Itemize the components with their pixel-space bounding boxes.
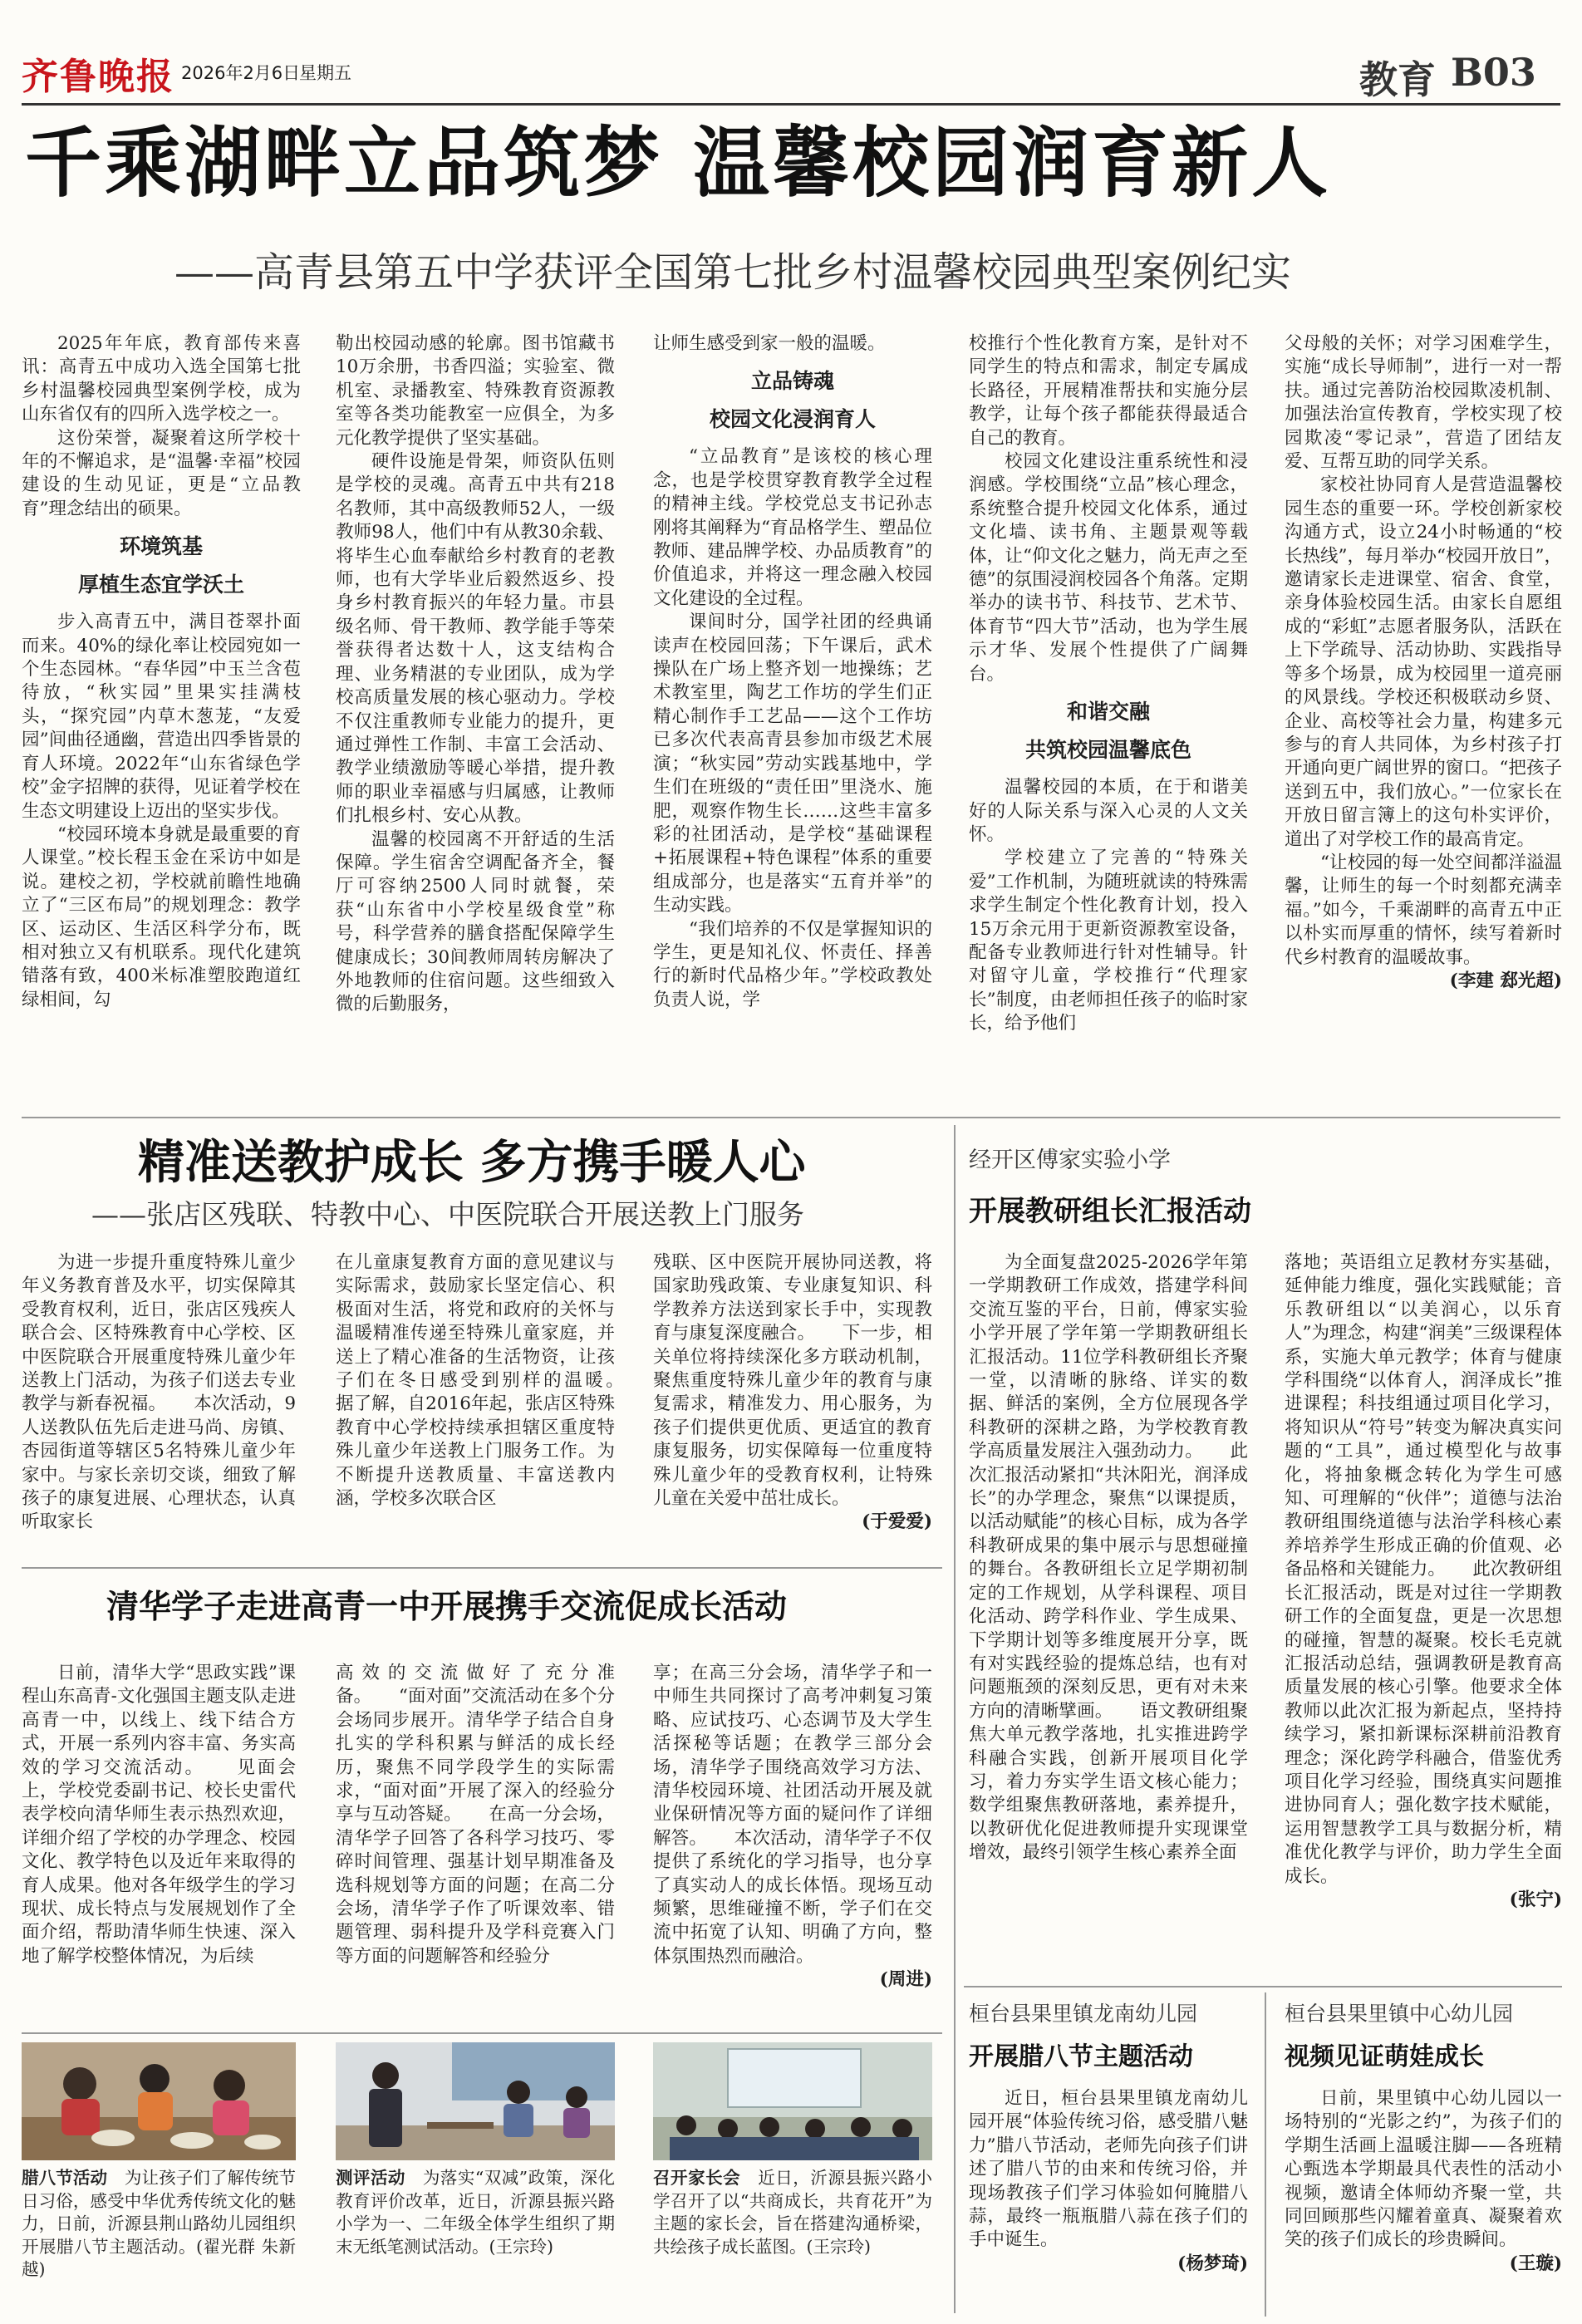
caption-text: 为让孩子们了解传统节日习俗，感受中华优秀传统文化的魅力，日前，沂源县荆山路幼儿园组织开展腊八节主题活动。	[22, 2168, 297, 2257]
paragraph: 为全面复盘2025-2026学年第一学期教研工作成效，搭建学科间交流互鉴的平台，日前，傅家实验小学开展了学年第一学期教研组长汇报活动。11位学科教研组长齐聚一堂，以清晰的脉络、详实的数据、鲜活的案例，全方位展现各学科教研的深耕之路，为学校教育教学高质量发展注入强劲动力。 此次汇报活动紧扣“共沐阳光，润泽成长”的办学理念，聚焦“以课提质，以活动赋能”的核心目标，成为各学科教研成果的集中展示与思想碰撞的舞台。各教研组长立足学期初制定的工作规划，从学科课程、项目化活动、跨学科作业、学生成果、下学期计划等多维度展开分享，既有对实践经验的提炼总结，也有对问题瓶颈的深刻反思，更有对未来方向的清晰擘画。 语文教研组聚焦大单元教学落地，扎实推进跨学科融合实践，创新开展项目化学习，着力夯实学生语文核心能力；数学组聚焦教研落地，素养提升，以教研优化促进教师提升实现课堂增效，最终引领学生核心素养全面	[969, 1252, 1248, 1864]
story5-headline: 开展腊八节主题活动	[969, 2042, 1193, 2071]
page-number: B03	[1451, 50, 1536, 95]
section-heading-line: 共筑校园温馨底色	[1024, 738, 1191, 763]
byline: (张宁)	[1509, 1889, 1562, 1910]
photo-caption-2	[336, 2167, 615, 2317]
paragraph: 温馨校园的本质，在于和谐美好的人际关系与深入心灵的人文关怀。	[969, 777, 1248, 845]
caption-title: 测评活动	[336, 2168, 405, 2188]
lead-section-heading	[969, 693, 1248, 769]
paragraph: 在儿童康复教育方面的意见建议与实际需求，鼓励家长坚定信心、积极面对生活，将党和政府的关怀与温暖精准传递至特殊儿童家庭，并送上了精心准备的生活物资，让孩子们在冬日感受到别样的温暖。 据了解，自2016年起，张店区特殊教育中心学校持续承担辖区重度特殊儿童少年送教上门服务工作。为不断提升送教质量、丰富送教内涵，学校多次联合区	[336, 1252, 651, 1510]
paragraph: 为进一步提升重度特殊儿童少年义务教育普及水平，切实保障其受教育权利，近日，张店区残疾人联合会、区特殊教育中心学校、区中医院联合开展重度特殊儿童少年送教上门活动，为孩子们送去专业教学与新春祝福。 本次活动，9人送教队伍先后走进马尚、房镇、杏园街道等辖区5名特殊儿童少年家中。与家长亲切交谈，细致了解孩子的康复进展、心理状态，认真听取家长	[22, 1252, 296, 1533]
paragraph: 残联、区中医院开展协同送教，将国家助残政策、专业康复知识、科学教养方法送到家长手中，实现教育与康复深度融合。 下一步，相关单位将持续深化多方联动机制，聚焦重度特殊儿童少年的教育与康复需求，精准发力、用心服务，为孩子们提供更优质、更适宜的教育康复服务，切实保障每一位重度特殊儿童少年的受教育权利，让特殊儿童在关爱中茁壮成长。	[653, 1252, 932, 1510]
lead-section-heading	[22, 528, 301, 604]
story2-subheadline: ——张店区残联、特教中心、中医院联合开展送教上门服务	[91, 1198, 804, 1231]
lead-column-5	[1285, 332, 1562, 1105]
story4-column-1	[969, 1251, 1248, 1983]
caption-title: 腊八节活动	[22, 2168, 108, 2188]
byline: (杨梦琦)	[1177, 2253, 1248, 2274]
story4-kicker: 经开区傅家实验小学	[969, 1147, 1171, 1173]
paragraph: 步入高青五中，满目苍翠扑面而来。40%的绿化率让校园宛如一个生态园林。“春华园”中玉兰含苞待放，“秋实园”里果实挂满枝头，“探究园”内草木葱茏，“友爱园”间曲径通幽，营造出四季皆景的育人环境。2022年“山东省绿色学校”金字招牌的获得，见证着学校在生态文明建设上迈出的坚实步伐。	[22, 612, 301, 822]
section-heading-line: 环境筑基	[119, 534, 203, 559]
section-name: 教育	[1359, 57, 1436, 102]
meeting-photo	[653, 2042, 932, 2160]
children-photo	[22, 2042, 296, 2160]
caption-text: 近日，沂源县振兴路小学召开了以“共商成长，共育花开”为主题的家长会，旨在搭建沟通桥梁，共绘孩子成长蓝图。	[653, 2168, 933, 2257]
story3-column-3	[653, 1662, 932, 2037]
classroom-photo	[336, 2042, 615, 2160]
paragraph: 勒出校园动感的轮廓。图书馆藏书10万余册，书香四溢；实验室、微机室、录播教室、特殊教育资源教室等各类功能教室一应俱全，为多元化教学提供了坚实基础。	[336, 333, 615, 449]
column-divider	[954, 1125, 956, 2313]
lead-column-4	[969, 332, 1248, 1105]
header-rule	[22, 103, 1560, 106]
story6-kicker: 桓台县果里镇中心幼儿园	[1285, 2002, 1514, 2026]
paragraph: 2025年年底，教育部传来喜讯：高青五中成功入选全国第七批乡村温馨校园典型案例学校，成为山东省仅有的四所入选学校之一。	[22, 333, 301, 425]
section-heading-line: 厚植生态宜学沃土	[77, 572, 244, 597]
lead-headline: 千乘湖畔立品筑梦 温馨校园润育新人	[25, 118, 1332, 208]
story3-headline: 清华学子走进高青一中开展携手交流促成长活动	[106, 1588, 788, 1626]
paragraph: 温馨的校园离不开舒适的生活保障。学生宿舍空调配备齐全，餐厅可容纳2500人同时就餐，荣获“山东省中小学校星级食堂”称号，科学营养的膳食搭配保障学生健康成长；30间教师周转房解决了外地教师的住宿问题。这些细致入微的后勤服务，	[336, 828, 615, 1015]
paragraph: 硬件设施是骨架，师资队伍则是学校的灵魂。高青五中共有218名教师，其中高级教师52人，一级教师98人，他们中有从教30余载、将毕生心血奉献给乡村教育的老教师，也有大学毕业后毅然返乡、投身乡村教育振兴的年轻力量。市县级名师、骨干教师、教学能手等荣誉获得者达数十人，这支结构合理、业务精湛的专业团队，成为学校高质量发展的核心驱动力。学校不仅注重教师专业能力的提升，更通过弹性工作制、丰富工会活动、教学业绩激励等暖心举措，提升教师的职业幸福感与归属感，让教师们扎根乡村、安心从教。	[336, 451, 615, 827]
lead-column-2	[336, 332, 615, 1105]
byline: (于爱爱)	[862, 1511, 932, 1533]
story6-headline: 视频见证萌娃成长	[1285, 2042, 1484, 2071]
paragraph: “立品教育”是该校的核心理念，也是学校贯穿教育教学全过程的精神主线。学校党总支书记孙志刚将其阐释为“育品格学生、塑品位教师、建品牌学校、办品质教育”的价值追求，并将这一理念融入校园文化建设的全过程。	[653, 446, 932, 609]
story6-body	[1285, 2087, 1562, 2317]
paragraph: 近日，桓台县果里镇龙南幼儿园开展“体验传统习俗，感受腊八魅力”腊八节活动，老师先向孩子们讲述了腊八节的由来和传统习俗，并现场教孩子们学习体验如何腌腊八蒜，最终一瓶瓶腊八蒜在孩子们的手中诞生。	[969, 2088, 1248, 2251]
caption-title: 召开家长会	[653, 2168, 741, 2188]
story5-kicker: 桓台县果里镇龙南幼儿园	[969, 2002, 1198, 2026]
byline: (翟光群 朱新越)	[22, 2236, 297, 2279]
photo-caption-1	[22, 2167, 296, 2317]
photo-caption-3	[653, 2167, 932, 2317]
issue-weekday: 星期五	[299, 63, 351, 83]
paragraph: 享；在高三分会场，清华学子和一中师生共同探讨了高考冲刺复习策略、应试技巧、心态调节及大学生活探秘等话题；在教学三部分会场，清华学子围绕高效学习方法、清华校园环境、社团活动开展及就业保研情况等方面的疑问作了详细解答。 本次活动，清华学子不仅提供了系统化的学习指导，也分享了真实动人的成长体悟。现场互动频繁，思维碰撞不断，学子们在交流中拓宽了认知、明确了方向，整体氛围热烈而融洽。	[653, 1663, 932, 1967]
story2-column-2	[336, 1251, 651, 1559]
section-divider	[22, 1117, 1560, 1118]
section-divider	[22, 1567, 942, 1569]
section-heading-line: 和谐交融	[1066, 700, 1150, 725]
byline: (王宗玲)	[489, 2236, 553, 2257]
lead-column-3	[653, 332, 932, 1105]
story2-column-1	[22, 1251, 296, 1559]
paragraph: 父母般的关怀；对学习困难学生，实施“成长导师制”，进行一对一帮扶。通过完善防治校园欺凌机制、加强法治宣传教育，学校实现了校园欺凌“零记录”，营造了团结友爱、互帮互助的同学关系。	[1285, 333, 1562, 473]
lead-section-heading	[653, 362, 932, 439]
section-divider	[22, 2032, 942, 2034]
story4-column-2	[1285, 1251, 1562, 1983]
caption-text: 为落实“双减”政策，深化教育评价改革，近日，沂源县振兴路小学为一、二年级全体学生组织了期末无纸笔测试活动。	[336, 2168, 616, 2257]
issue-date: 2026年2月6日	[181, 63, 301, 83]
paragraph: 日前，果里镇中心幼儿园以一场特别的“光影之约”，为孩子们的学期生活画上温暖注脚——各班精心甄选本学期最具代表性的活动小视频，邀请全体师幼齐聚一堂，共同回顾那些闪耀着童真、凝聚着欢笑的孩子们成长的珍贵瞬间。	[1285, 2088, 1562, 2251]
byline: (周进)	[879, 1969, 932, 1991]
byline: (王宗玲)	[806, 2236, 871, 2257]
lead-subheadline: ——高青县第五中学获评全国第七批乡村温馨校园典型案例纪实	[174, 249, 1292, 296]
paragraph: “让校园的每一处空间都洋溢温馨，让师生的每一个时刻都充满幸福。”如今，千乘湖畔的高青五中正以朴实而厚重的情怀，续写着新时代乡村教育的温暖故事。	[1285, 852, 1562, 968]
paragraph: 学校建立了完善的“特殊关爱”工作机制，为随班就读的特殊需求学生制定个性化教育计划，投入15万余元用于更新资源教室设备，配备专业教师进行针对性辅导。针对留守儿童，学校推行“代理家长”制度，由老师担任孩子的临时家长，给予他们	[969, 848, 1248, 1034]
section-divider	[964, 1986, 1562, 1987]
section-heading-line: 立品铸魂	[750, 369, 834, 394]
story2-headline: 精准送教护成长 多方携手暖人心	[138, 1135, 806, 1190]
paragraph: 家校社协同育人是营造温馨校园生态的重要一环。学校创新家校沟通方式，设立24小时畅通的“校长热线”，每月举办“校园开放日”，邀请家长走进课堂、宿舍、食堂，亲身体验校园生活。由家长自愿组成的“彩虹”志愿者服务队，活跃在上下学疏导、活动协助、实践指导等多个场景，成为校园里一道亮丽的风景线。学校还积极联动乡贤、企业、高校等社会力量，构建多元参与的育人共同体，为乡村孩子打开通向更广阔世界的窗口。“把孩子送到五中，我们放心。”一位家长在开放日留言簿上的这句朴实评价，道出了对学校工作的最高肯定。	[1285, 474, 1562, 850]
byline: (王璇)	[1509, 2253, 1562, 2274]
paragraph: 落地；英语组立足教材夯实基础，延伸能力维度，强化实践赋能；音乐教研组以“以美润心，以乐育人”为理念，构建“润美”三级课程体系，实施大单元教学；体育与健康学科围绕“以体育人，润泽成长”推进课程；科技组通过项目化学习，将知识从“符号”转变为解决真实问题的“工具”，通过模型化与故事化，将抽象概念转化为学生可感知、可理解的“伙伴”；道德与法治教研组围绕道德与法治学科核心素养培养学生形成正确的价值观、必备品格和关键能力。 此次教研组长汇报活动，既是对过往一学期教研工作的全面复盘，更是一次思想的碰撞，智慧的凝聚。校长毛克就汇报活动总结，强调教研是教育高质量发展的核心引擎。他要求全体教师以此次汇报为新起点，坚持持续学习，紧扣新课标深耕前沿教育理念；深化跨学科融合，借鉴优秀项目化学习经验，围绕真实问题推进协同育人；强化数字技术赋能，运用智慧教学工具与数据分析，精准优化教学与评价，助力学生全面成长。	[1285, 1252, 1562, 1887]
story5-body	[969, 2087, 1248, 2317]
paragraph: 让师生感受到家一般的温暖。	[653, 333, 886, 354]
section-heading-line: 校园文化浸润育人	[709, 407, 876, 432]
paragraph: “我们培养的不仅是掌握知识的学生，更是知礼仪、怀责任、择善行的新时代品格少年。”学校政教处负责人说，学	[653, 918, 932, 1010]
paragraph: 高效的交流做好了充分准备。 “面对面”交流活动在多个分会场同步展开。清华学子结合自身扎实的学科积累与鲜活的成长经历，聚焦不同学段学生的实际需求，“面对面”开展了深入的经验分享与互动答疑。 在高一分会场，清华学子回答了各科学习技巧、零碎时间管理、强基计划早期准备及选科规划等方面的问题；在高二分会场，清华学子作了听课效率、错题管理、弱科提升及学科竞赛入门等方面的问题解答和经验分	[336, 1663, 615, 1967]
story4-headline: 开展教研组长汇报活动	[969, 1195, 1251, 1228]
paragraph: “校园环境本身就是最重要的育人课堂。”校长程玉金在采访中如是说。建校之初，学校就前瞻性地确立了“三区布局”的规划理念：教学区、运动区、生活区科学分布，既相对独立又有机联系。现代化建筑错落有致，400米标准塑胶跑道红绿相间，勾	[22, 823, 301, 1010]
paragraph: 校园文化建设注重系统性和浸润感。学校围绕“立品”核心理念，系统整合提升校园文化体系，通过文化墙、读书角、主题景观等载体，让“仰文化之魅力，尚无声之至德”的氛围浸润校园各个角落。定期举办的读书节、科技节、艺术节、体育节“四大节”活动，也为学生展示才华、发展个性提供了广阔舞台。	[969, 451, 1248, 685]
paragraph: 课间时分，国学社团的经典诵读声在校园回荡；下午课后，武术操队在广场上整齐划一地操练；艺术教室里，陶艺工作坊的学生们正精心制作手工艺品——这个工作坊已多次代表高青县参加市级艺术展演；“秋实园”劳动实践基地中，学生们在班级的“责任田”里浇水、施肥，观察作物生长……这些丰富多彩的社团活动，是学校“基础课程+拓展课程+特色课程”体系的重要组成部分，也是落实“五育并举”的生动实践。	[653, 612, 932, 916]
paragraph: 日前，清华大学“思政实践”课程山东高青-文化强国主题支队走进高青一中，以线上、线下结合方式，开展一系列内容丰富、务实高效的学习交流活动。 见面会上，学校党委副书记、校长史雷代表学校向清华师生表示热烈欢迎，详细介绍了学校的办学理念、校园文化、教学特色以及近年来取得的育人成果。他对各年级学生的学习现状、成长特点与发展规划作了全面介绍，帮助清华师生快速、深入地了解学校整体情况，为后续	[22, 1663, 296, 1967]
story3-column-2	[336, 1662, 615, 2037]
paragraph: 这份荣誉，凝聚着这所学校十年的不懈追求，是“温馨·幸福”校园建设的生动见证，更是“立品教育”理念结出的硕果。	[22, 427, 301, 519]
story3-column-1	[22, 1662, 296, 2037]
column-divider	[1265, 1992, 1266, 2317]
paragraph: 校推行个性化教育方案，是针对不同学生的特点和需求，制定专属成长路径，开展精准帮扶和实施分层教学，让每个孩子都能获得最适合自己的教育。	[969, 333, 1248, 449]
lead-column-1	[22, 332, 301, 1105]
story2-column-3	[653, 1251, 932, 1559]
newspaper-logo: 齐鲁晚报	[22, 56, 174, 98]
byline: (李建 郄光超)	[1449, 970, 1562, 991]
